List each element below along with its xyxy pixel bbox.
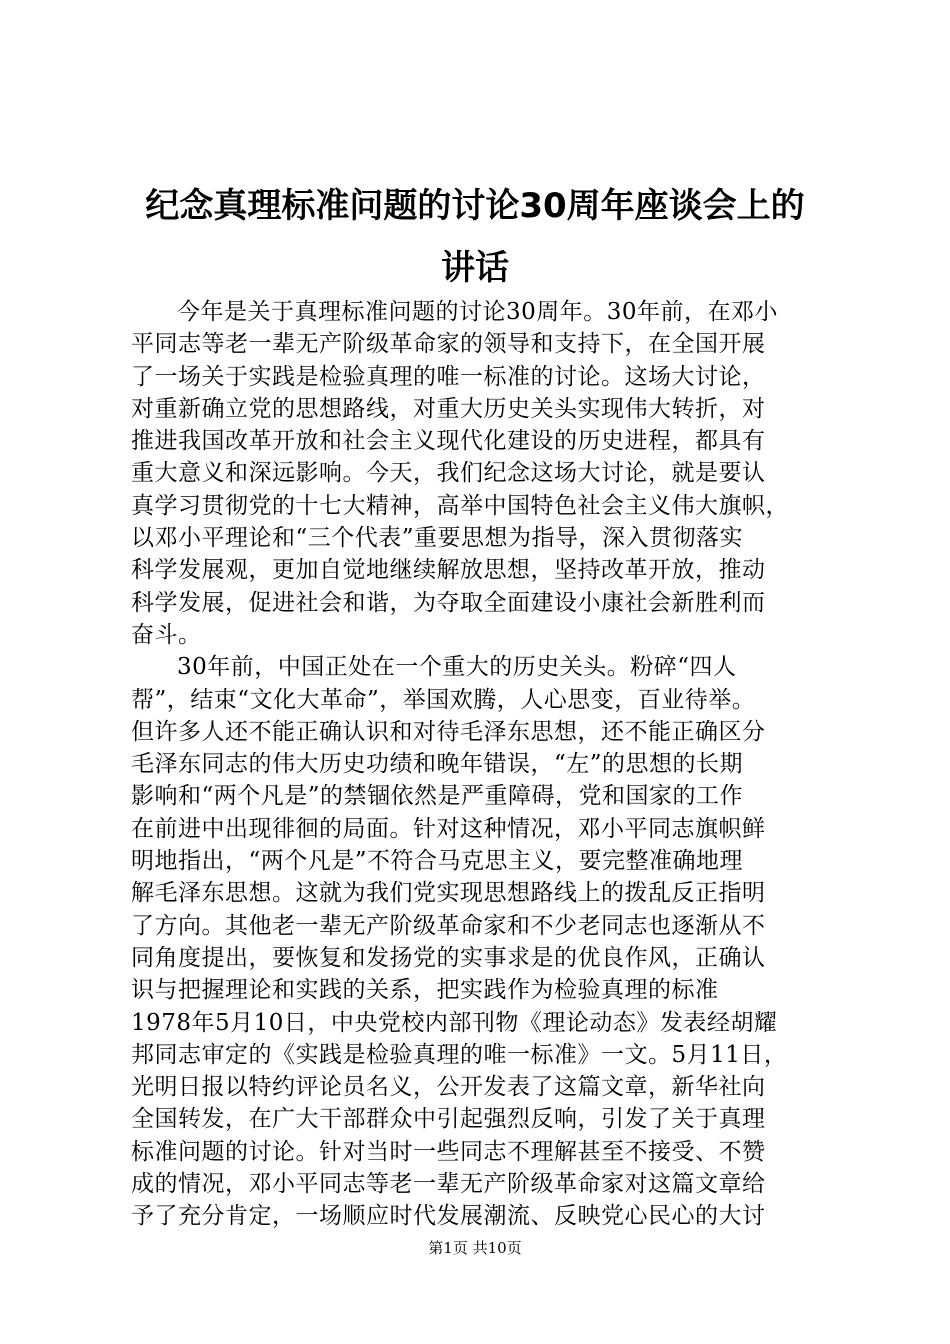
body-line: 光明日报以特约评论员名义，公开发表了这篇文章，新华社向 <box>131 1074 766 1101</box>
body-line: 同角度提出，要恢复和发扬党的实事求是的优良作风，正确认 <box>131 944 766 971</box>
body-line: 全国转发，在广大干部群众中引起强烈反响，引发了关于真理 <box>131 1106 766 1133</box>
body-line: 邦同志审定的《实践是检验真理的唯一标准》一文。5月11日， <box>131 1041 788 1068</box>
document-title-line-1: 纪念真理标准问题的讨论30周年座谈会上的 <box>145 186 805 226</box>
body-line: 影响和“两个凡是”的禁锢依然是严重障碍，党和国家的工作 <box>131 783 744 810</box>
body-line: 成的情况，邓小平同志等老一辈无产阶级革命家对这篇文章给 <box>131 1171 766 1198</box>
body-line: 科学发展，促进社会和谐，为夺取全面建设小康社会新胜利而 <box>131 589 766 616</box>
body-line: 30年前，中国正处在一个重大的历史关头。粉碎“四人 <box>177 654 737 681</box>
body-line: 真学习贯彻党的十七大精神，高举中国特色社会主义伟大旗帜， <box>131 492 789 519</box>
document-body <box>131 296 843 1233</box>
body-line: 了一场关于实践是检验真理的唯一标准的讨论。这场大讨论， <box>131 363 766 390</box>
body-line: 解毛泽东思想。这就为我们党实现思想路线上的拨乱反正指明 <box>131 880 766 907</box>
body-line: 标准问题的讨论。针对当时一些同志不理解甚至不接受、不赞 <box>131 1138 766 1165</box>
body-line: 奋斗。 <box>131 621 202 648</box>
body-line: 平同志等老一辈无产阶级革命家的领导和支持下，在全国开展 <box>131 331 766 358</box>
body-line: 明地指出，“两个凡是”不符合马克思主义，要完整准确地理 <box>131 848 744 875</box>
body-line: 识与把握理论和实践的关系，把实践作为检验真理的标准 <box>131 977 719 1004</box>
body-line: 1978年5月10日，中央党校内部刊物《理论动态》发表经胡耀 <box>131 1009 778 1036</box>
document-title-line-2: 讲话 <box>441 248 509 288</box>
body-line: 以邓小平理论和“三个代表”重要思想为指导，深入贯彻落实 <box>131 525 744 552</box>
body-line: 予了充分肯定，一场顺应时代发展潮流、反映党心民心的大讨 <box>131 1203 766 1230</box>
body-line: 但许多人还不能正确认识和对待毛泽东思想，还不能正确区分 <box>131 718 766 745</box>
body-line: 毛泽东同志的伟大历史功绩和晚年错误，“左”的思想的长期 <box>131 751 744 778</box>
body-line: 推进我国改革开放和社会主义现代化建设的历史进程，都具有 <box>131 428 766 455</box>
body-line: 在前进中出现徘徊的局面。针对这种情况，邓小平同志旗帜鲜 <box>131 815 766 842</box>
body-line: 今年是关于真理标准问题的讨论30周年。30年前，在邓小 <box>177 299 779 325</box>
body-line: 了方向。其他老一辈无产阶级革命家和不少老同志也逐渐从不 <box>131 912 766 939</box>
body-line: 帮”，结束“文化大革命”，举国欢腾，人心思变，百业待举。 <box>131 686 756 713</box>
body-line: 重大意义和深远影响。今天，我们纪念这场大讨论，就是要认 <box>131 460 766 487</box>
body-line: 对重新确立党的思想路线，对重大历史关头实现伟大转折，对 <box>131 395 766 422</box>
page-footer: 第1页 共10页 <box>428 1239 522 1257</box>
body-line: 科学发展观，更加自觉地继续解放思想，坚持改革开放，推动 <box>131 557 766 584</box>
